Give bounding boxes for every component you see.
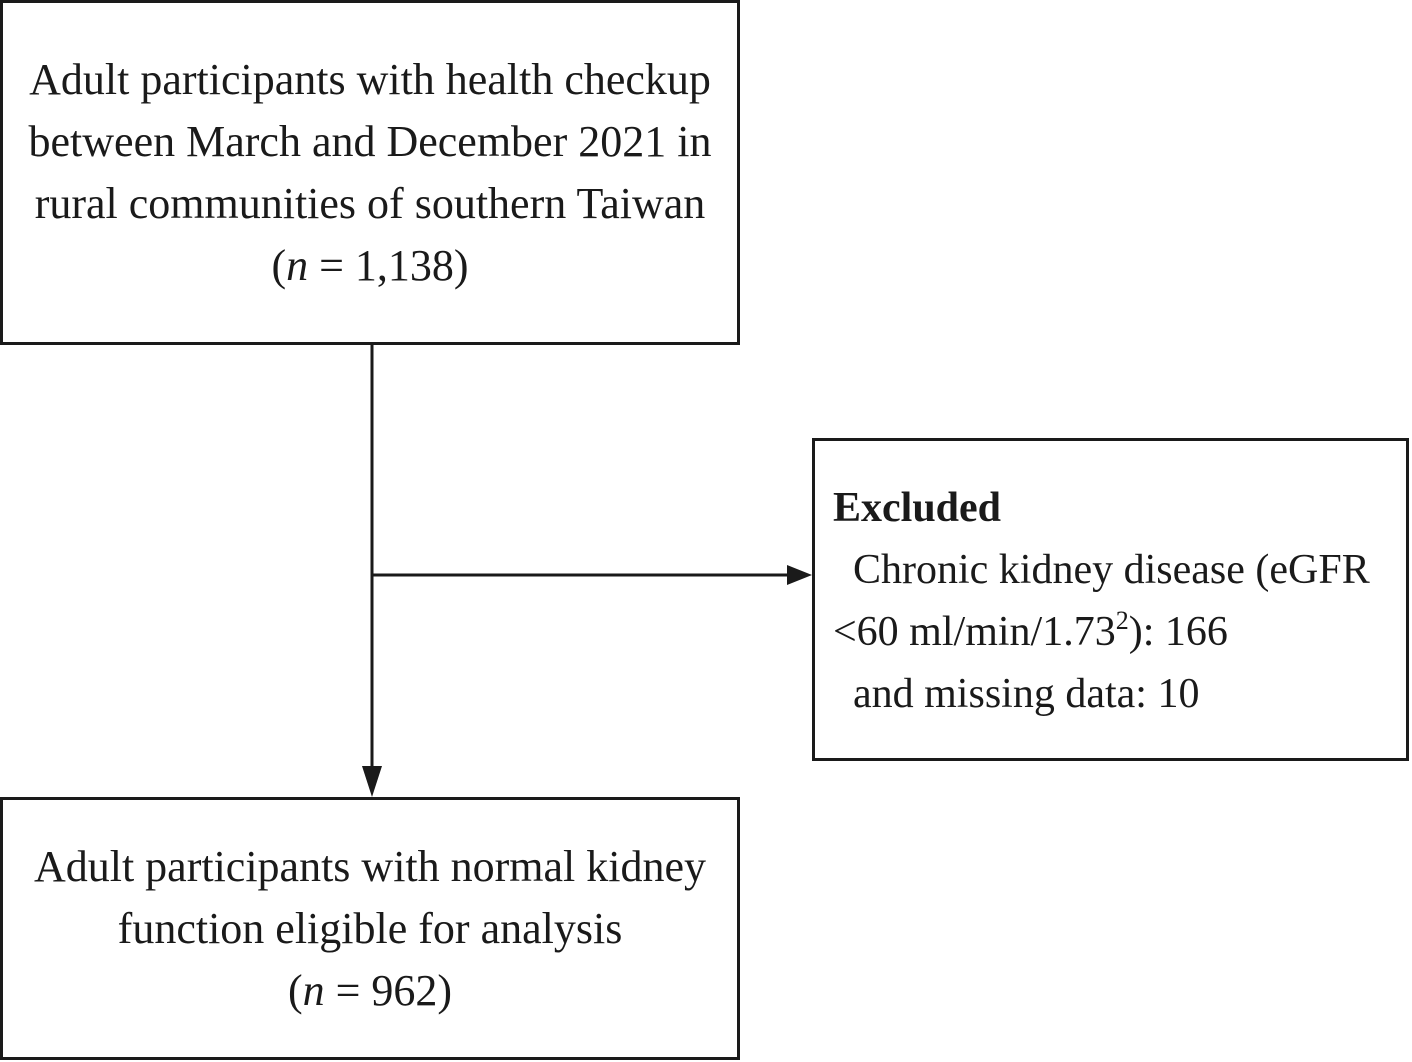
arrowhead-down <box>362 766 382 797</box>
excluded-line-1: Chronic kidney disease (eGFR <box>853 547 1370 593</box>
top-box-sample-size: (n = 1,138) <box>271 240 469 290</box>
excluded-title: Excluded <box>833 485 1002 531</box>
arrowhead-right <box>787 565 812 585</box>
excluded-line-3: and missing data: 10 <box>853 671 1200 717</box>
excluded-line-2: <60 ml/min/1.73$^2$): 166 <box>833 606 1228 655</box>
bottom-box-sample-size: (n = 962) <box>287 965 453 1015</box>
top-box-line-3: rural communities of southern Taiwan <box>34 178 706 228</box>
bottom-box-line-2: function eligible for analysis <box>117 903 623 953</box>
bottom-box-line-1: Adult participants with normal kidney <box>33 841 707 891</box>
top-box-line-2: between March and December 2021 in <box>28 116 712 166</box>
excluded-box <box>812 438 1409 761</box>
eligible-population-box <box>0 797 740 1060</box>
top-box-line-1: Adult participants with health checkup <box>29 54 711 104</box>
initial-population-box <box>0 0 740 345</box>
